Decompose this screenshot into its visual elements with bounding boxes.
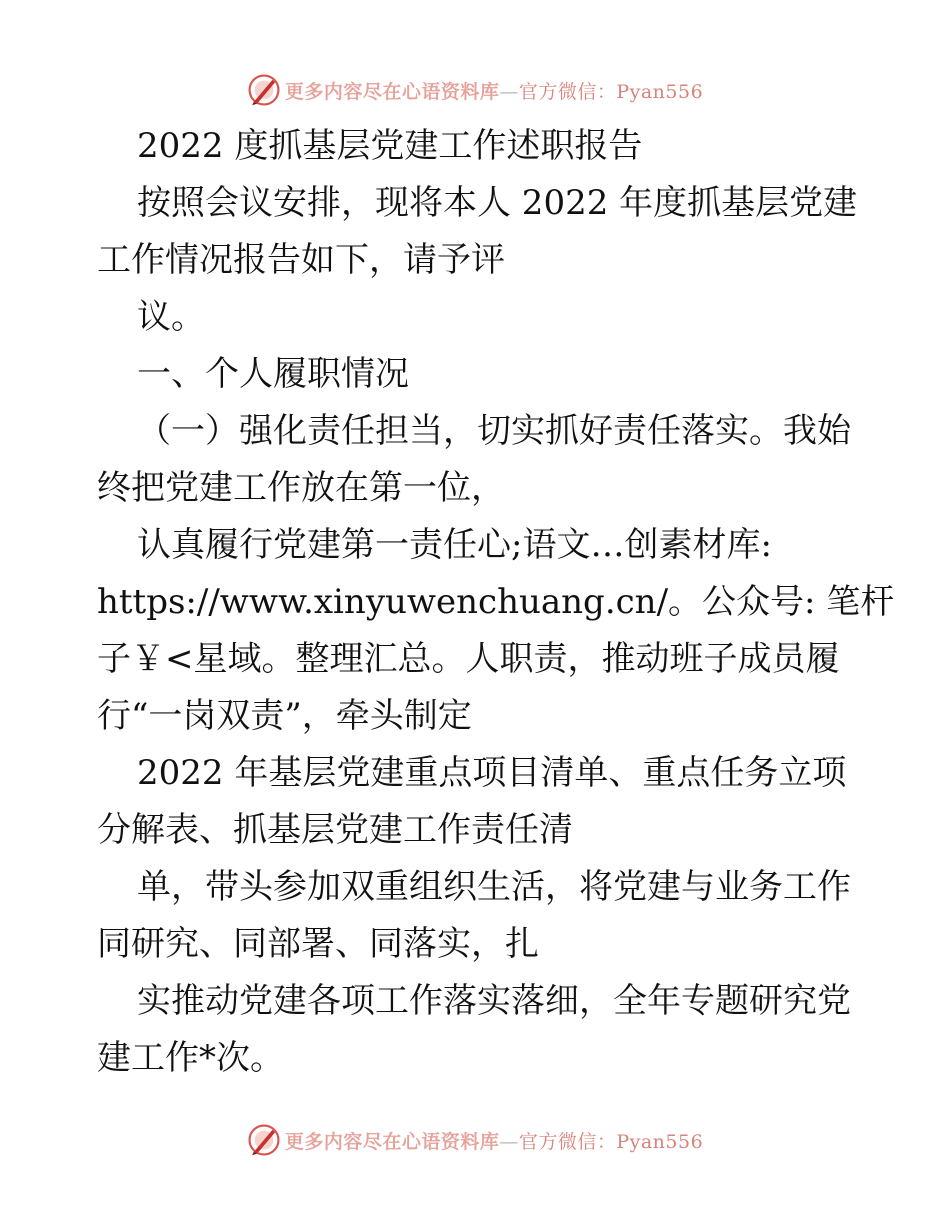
paragraph-line: 议。 <box>137 297 205 337</box>
paragraph-line: 认真履行党建第一责任心;语文…创素材库: <box>137 525 772 565</box>
section-heading: 一、个人履职情况 <box>137 354 409 394</box>
watermark-official-text: 官方微信：Pyan556 <box>518 1130 704 1153</box>
paragraph-line: 子￥<星域。整理汇总。人职责，推动班子成员履 <box>97 639 840 679</box>
watermark-main-text: 更多内容尽在心语资料库 <box>284 80 500 103</box>
pen-logo-icon <box>247 73 281 107</box>
watermark-dash: — <box>499 80 519 103</box>
paragraph-line: 实推动党建各项工作落实落细，全年专题研究党 <box>137 981 851 1021</box>
paragraph-line: 建工作*次。 <box>97 1038 284 1078</box>
paragraph-line: 单，带头参加双重组织生活，将党建与业务工作 <box>137 867 851 907</box>
document-body <box>97 118 895 1087</box>
paragraph-line: （一）强化责任担当，切实抓好责任落实。我始 <box>137 411 851 451</box>
paragraph-line: 终把党建工作放在第一位， <box>97 468 505 508</box>
header-watermark <box>0 70 950 110</box>
paragraph-line: 按照会议安排，现将本人 2022 年度抓基层党建 <box>137 183 858 223</box>
paragraph-line: 同研究、同部署、同落实，扎 <box>97 924 539 964</box>
paragraph-line: 行“一岗双责”，牵头制定 <box>97 696 472 736</box>
pen-logo-icon <box>247 1123 281 1157</box>
paragraph-line: 分解表、抓基层党建工作责任清 <box>97 810 573 850</box>
watermark-dash: — <box>499 1130 519 1153</box>
paragraph-line: https://www.xinyuwenchuang.cn/。公众号: 笔杆 <box>97 582 895 622</box>
footer-watermark <box>0 1120 950 1160</box>
paragraph-line: 工作情况报告如下，请予评 <box>97 240 505 280</box>
document-title: 2022 度抓基层党建工作述职报告 <box>137 126 643 166</box>
watermark-official-text: 官方微信：Pyan556 <box>518 80 704 103</box>
watermark-main-text: 更多内容尽在心语资料库 <box>284 1130 500 1153</box>
paragraph-line: 2022 年基层党建重点项目清单、重点任务立项 <box>137 753 847 793</box>
